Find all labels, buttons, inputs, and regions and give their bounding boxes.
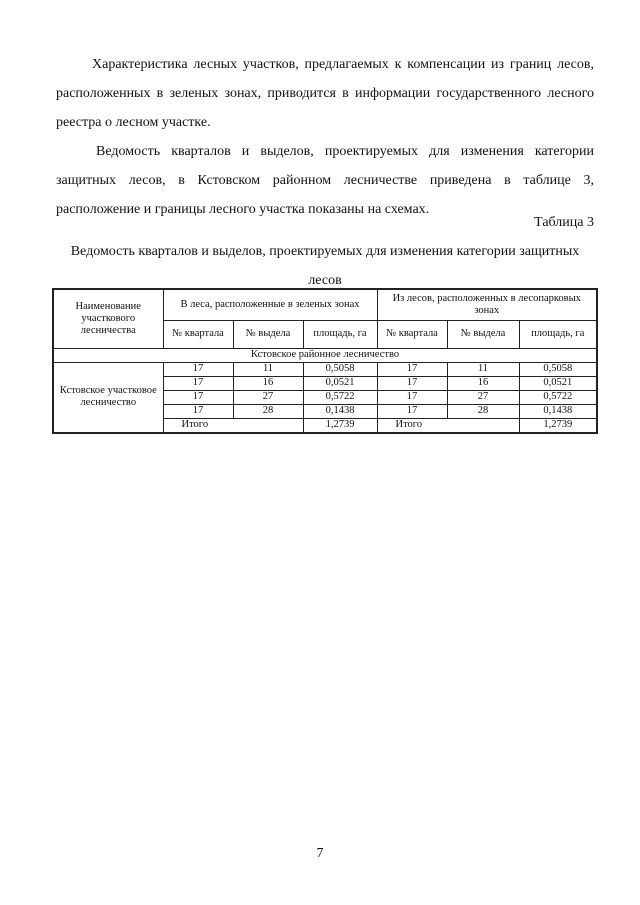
header-quarter: № квартала bbox=[377, 320, 447, 348]
cell: 27 bbox=[233, 390, 303, 404]
paragraph-characteristics: Характеристика лесных участков, предлагаемых к компенсации из границ лесов, расположенных в зеленых зонах, приводится в информации государственного лесного реестра о лесном участке. bbox=[56, 57, 594, 130]
cell: 0,0521 bbox=[303, 376, 377, 390]
header-allotment: № выдела bbox=[233, 320, 303, 348]
region-name: Кстовское районное лесничество bbox=[53, 348, 597, 362]
cell: 17 bbox=[163, 376, 233, 390]
cell: 16 bbox=[233, 376, 303, 390]
cell: 28 bbox=[233, 404, 303, 418]
cell: 17 bbox=[377, 376, 447, 390]
cell: 17 bbox=[377, 362, 447, 376]
cell: 17 bbox=[377, 404, 447, 418]
cell: 0,5058 bbox=[519, 362, 597, 376]
region-row bbox=[53, 348, 597, 362]
total-value: 1,2739 bbox=[303, 418, 377, 433]
page-number: 7 bbox=[316, 846, 324, 861]
cell: 27 bbox=[447, 390, 519, 404]
header-area: площадь, га bbox=[519, 320, 597, 348]
total-label: Итого bbox=[163, 418, 303, 433]
cell: 0,5058 bbox=[303, 362, 377, 376]
table-label: Таблица 3 bbox=[534, 215, 594, 230]
total-label: Итого bbox=[377, 418, 519, 433]
header-allotment: № выдела bbox=[447, 320, 519, 348]
cell: 11 bbox=[233, 362, 303, 376]
cell: 0,0521 bbox=[519, 376, 597, 390]
cell: 0,1438 bbox=[519, 404, 597, 418]
forest-plots-table bbox=[52, 288, 598, 434]
cell: 0,5722 bbox=[519, 390, 597, 404]
header-group-park-zones: Из лесов, расположенных в лесопарковых зонах bbox=[377, 289, 597, 320]
cell: 17 bbox=[163, 404, 233, 418]
cell: 0,5722 bbox=[303, 390, 377, 404]
cell: 17 bbox=[163, 362, 233, 376]
table-title: Ведомость кварталов и выделов, проектируемых для изменения категории защитных лесов bbox=[70, 244, 580, 288]
header-quarter: № квартала bbox=[163, 320, 233, 348]
header-area: площадь, га bbox=[303, 320, 377, 348]
forestry-name: Кстовское участковое лесничество bbox=[53, 362, 163, 433]
table-header-row bbox=[53, 289, 597, 320]
cell: 0,1438 bbox=[303, 404, 377, 418]
cell: 17 bbox=[163, 390, 233, 404]
cell: 17 bbox=[377, 390, 447, 404]
paragraph-statement: Ведомость кварталов и выделов, проектируемых для изменения категории защитных лесов, в Кстовском районном лесничестве приведена в таблице 3, расположение и границы лесного участка показаны на схемах. bbox=[56, 144, 594, 217]
cell: 16 bbox=[447, 376, 519, 390]
table-row bbox=[53, 362, 597, 376]
header-group-green-zones: В леса, расположенные в зеленых зонах bbox=[163, 289, 377, 320]
header-forestry-name: Наименование участкового лесничества bbox=[53, 289, 163, 348]
total-value: 1,2739 bbox=[519, 418, 597, 433]
cell: 11 bbox=[447, 362, 519, 376]
cell: 28 bbox=[447, 404, 519, 418]
